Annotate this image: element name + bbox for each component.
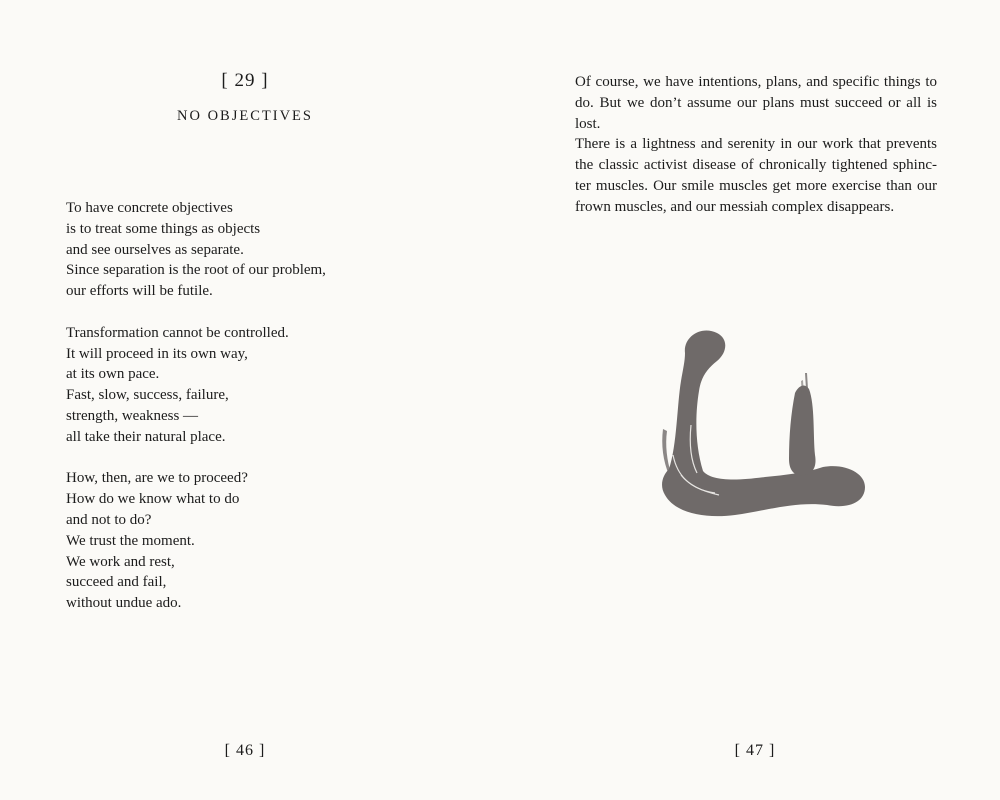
poem-line: succeed and fail,	[66, 574, 167, 591]
poem	[66, 198, 466, 635]
poem-line: strength, weakness —	[66, 407, 199, 424]
prose-line: ter muscles. Our smile muscles get more exercise than our	[575, 177, 937, 194]
poem-line: Fast, slow, success, failure,	[66, 387, 229, 404]
stanza-1	[66, 198, 466, 302]
poem-line: our efforts will be futile.	[66, 283, 213, 300]
poem-line: How, then, are we to proceed?	[66, 470, 248, 487]
poem-line: at its own pace.	[66, 366, 160, 383]
stanza-3	[66, 468, 466, 614]
page-number-right: [ 47 ]	[734, 742, 776, 759]
poem-line: without undue ado.	[66, 595, 182, 612]
poem-line: is to treat some things as objects	[66, 220, 261, 237]
poem-line: To have concrete objectives	[66, 200, 233, 216]
right-page	[500, 0, 1000, 800]
poem-line: and see ourselves as separate.	[66, 241, 244, 258]
poem-line: all take their natural place.	[66, 428, 226, 445]
poem-line: We work and rest,	[66, 553, 175, 570]
chapter-title: NO OBJECTIVES	[177, 108, 313, 124]
chapter-number: [ 29 ]	[221, 70, 269, 91]
page-number-left: [ 46 ]	[224, 742, 266, 759]
poem-line: Transformation cannot be controlled.	[66, 324, 289, 341]
prose-line: Of course, we have intentions, plans, and specific things to	[575, 74, 937, 90]
poem-line: Since separation is the root of our problem,	[66, 262, 326, 279]
poem-line: and not to do?	[66, 511, 152, 528]
prose-line: There is a lightness and serenity in our work that prevents	[575, 136, 937, 153]
poem-line: How do we know what to do	[66, 491, 240, 508]
prose-paragraph	[575, 72, 937, 218]
prose-line: do. But we don’t assume our plans must succeed or all is lost.	[575, 94, 937, 132]
prose-line: the classic activist disease of chronically tightened sphinc-	[575, 157, 937, 174]
stanza-2	[66, 323, 466, 448]
brush-stroke-icon	[655, 325, 875, 525]
poem-line: We trust the moment.	[66, 532, 195, 549]
prose-line: frown muscles, and our messiah complex disappears.	[575, 198, 895, 215]
poem-line: It will proceed in its own way,	[66, 345, 248, 362]
